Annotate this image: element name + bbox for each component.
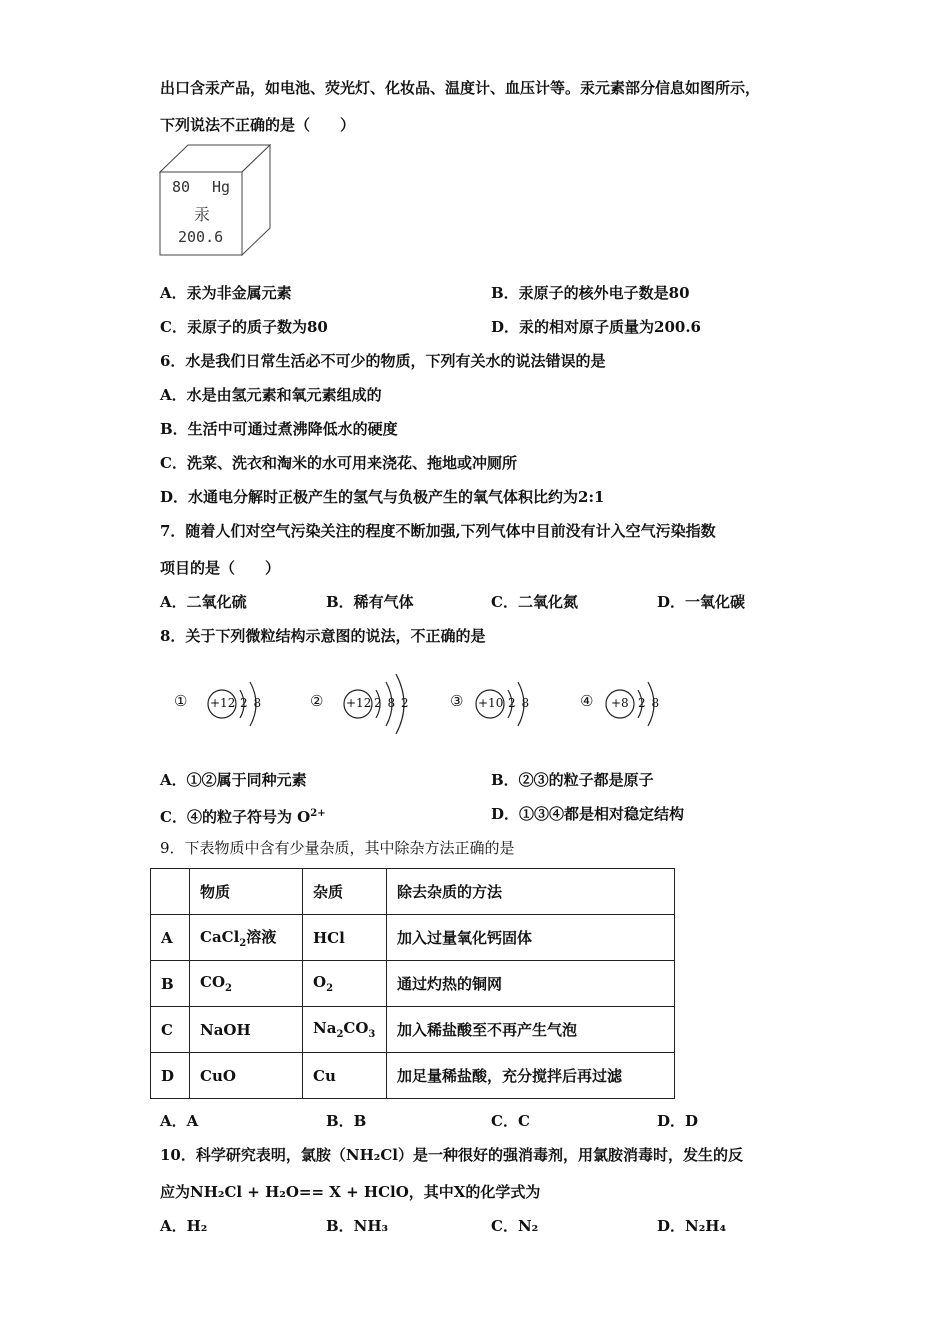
atom-4-shells: 2 8	[638, 696, 660, 710]
q6-option-c: C．洗菜、洗衣和淘米的水可用来浇花、拖地或冲厕所	[160, 454, 517, 472]
row-substance: NaOH	[190, 1007, 303, 1053]
formula-tail: CO	[343, 1019, 369, 1037]
q5-stem-line2: 下列说法不正确的是（ ）	[160, 116, 356, 134]
atom-1-shells: 2 8	[240, 696, 262, 710]
atom-3-nucleus: +10	[478, 696, 504, 710]
row-method: 加入稀盐酸至不再产生气泡	[387, 1007, 675, 1053]
formula-sub: 2	[326, 983, 334, 994]
formula-sub: 2	[239, 938, 247, 949]
row-substance	[190, 915, 303, 961]
q6-option-a: A．水是由氢元素和氧元素组成的	[160, 386, 382, 404]
row-method: 通过灼热的铜网	[387, 961, 675, 1007]
table-row	[151, 1053, 675, 1099]
formula-sub: 2	[225, 983, 232, 994]
row-substance: CuO	[190, 1053, 303, 1099]
atom-1-nucleus: +12	[210, 696, 236, 710]
element-number: 80	[172, 178, 191, 196]
q9-option-c: C．C	[491, 1112, 530, 1130]
q8-stem: 8．关于下列微粒结构示意图的说法，不正确的是	[160, 627, 486, 645]
q8-option-b: B．②③的粒子都是原子	[491, 771, 654, 789]
row-key: C	[151, 1007, 190, 1053]
q10-option-d: D．N₂H₄	[657, 1217, 727, 1235]
q6-option-d: D．水通电分解时正极产生的氢气与负极产生的氧气体积比约为2:1	[160, 488, 605, 506]
q7-option-a: A．二氧化硫	[160, 593, 247, 611]
q5-option-c: C．汞原子的质子数为80	[160, 318, 328, 336]
q10-option-a: A．H₂	[160, 1217, 208, 1235]
q9-stem: 9．下表物质中含有少量杂质，其中除杂方法正确的是	[160, 839, 515, 857]
row-substance	[190, 961, 303, 1007]
q5-option-d: D．汞的相对原子质量为200.6	[491, 318, 701, 336]
q9-option-d: D．D	[657, 1112, 699, 1130]
row-impurity: Cu	[303, 1053, 387, 1099]
row-key: B	[151, 961, 190, 1007]
q9-option-a: A．A	[160, 1112, 199, 1130]
q7-stem-line1: 7．随着人们对空气污染关注的程度不断加强,下列气体中目前没有计入空气污染指数	[160, 522, 716, 540]
atom-diagram-4	[576, 668, 676, 744]
table-header-cell: 除去杂质的方法	[387, 869, 675, 915]
row-method: 加足量稀盐酸，充分搅拌后再过滤	[387, 1053, 675, 1099]
atom-diagram-1	[170, 668, 280, 744]
table-header-cell: 杂质	[303, 869, 387, 915]
q10-stem-line1: 10．科学研究表明，氯胺（NH₂Cl）是一种很好的强消毒剂，用氯胺消毒时，发生的反	[160, 1146, 743, 1164]
q10-stem-line2: 应为NH₂Cl + H₂O== X + HClO，其中X的化学式为	[160, 1183, 541, 1201]
formula-text: O	[313, 973, 327, 991]
row-impurity: HCl	[303, 915, 387, 961]
atom-diagram-2	[306, 668, 416, 744]
q8-option-d: D．①③④都是相对稳定结构	[491, 805, 685, 823]
table-header-cell: 物质	[190, 869, 303, 915]
q10-option-b: B．NH₃	[326, 1217, 389, 1235]
formula-text: Na	[313, 1019, 337, 1037]
atom-2-nucleus: +12	[346, 696, 372, 710]
row-impurity	[303, 961, 387, 1007]
atom-2-shells: 2 8 2	[374, 696, 409, 710]
q7-stem-line2: 项目的是（ ）	[160, 559, 281, 577]
formula-tail: 溶液	[246, 928, 277, 946]
atom-3-shells: 2 8	[508, 696, 530, 710]
q8-option-a: A．①②属于同种元素	[160, 771, 307, 789]
formula-sub: 3	[368, 1029, 376, 1040]
q9-table	[150, 868, 675, 1099]
atom-3-label: ③	[450, 692, 464, 710]
table-row	[151, 1007, 675, 1053]
formula-text: CO	[200, 973, 226, 991]
q8-option-c-text: C．④的粒子符号为 O	[160, 808, 311, 826]
element-mass: 200.6	[178, 228, 224, 246]
table-row	[151, 915, 675, 961]
q8-option-c-charge: 2+	[310, 808, 326, 819]
q7-option-d: D．一氧化碳	[657, 593, 746, 611]
formula-sub: 2	[336, 1029, 344, 1040]
row-key: A	[151, 915, 190, 961]
table-header-cell	[151, 869, 190, 915]
q7-option-c: C．二氧化氮	[491, 593, 578, 611]
q5-stem-line1: 出口含汞产品，如电池、荧光灯、化妆品、温度计、血压计等。汞元素部分信息如图所示，	[160, 79, 761, 97]
q7-option-b: B．稀有气体	[326, 593, 414, 611]
q8-option-c	[160, 804, 326, 827]
q10-option-c: C．N₂	[491, 1217, 539, 1235]
row-method: 加入过量氧化钙固体	[387, 915, 675, 961]
atom-1-label: ①	[174, 692, 188, 710]
q5-option-a: A．汞为非金属元素	[160, 284, 292, 302]
q9-option-b: B．B	[326, 1112, 367, 1130]
element-name: 汞	[194, 205, 211, 224]
atom-2-label: ②	[310, 692, 324, 710]
table-header-row	[151, 869, 675, 915]
table-row	[151, 961, 675, 1007]
formula-text: CaCl	[200, 928, 240, 946]
q5-option-b: B．汞原子的核外电子数是80	[491, 284, 690, 302]
element-symbol: Hg	[212, 178, 231, 196]
row-impurity	[303, 1007, 387, 1053]
atom-4-label: ④	[580, 692, 594, 710]
atom-diagram-3	[446, 668, 546, 744]
mercury-element-box	[156, 142, 274, 258]
q6-stem: 6．水是我们日常生活必不可少的物质，下列有关水的说法错误的是	[160, 352, 606, 370]
q6-option-b: B．生活中可通过煮沸降低水的硬度	[160, 420, 398, 438]
row-key: D	[151, 1053, 190, 1099]
atom-4-nucleus: +8	[611, 696, 629, 710]
